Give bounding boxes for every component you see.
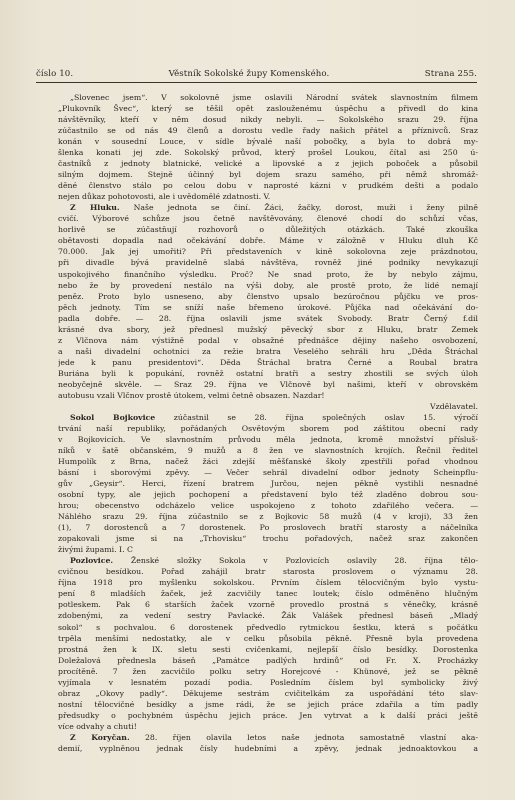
text-line: procítěně. 7 žen zacvičilo polku setry Horejcové - Khünové, jež se pěkně — [58, 666, 478, 676]
text-line: návštěvníky, kteří v něm dosud nikdy nebyli. — Sokolského srazu 29. října — [58, 115, 478, 125]
journal-title: Věstník Sokolské župy Komenského. — [168, 69, 330, 79]
text-line: osobní typy, ale jejich pochopení a představení bylo též zladěno dobrou sou- — [58, 490, 478, 500]
text-line: jede k panu presidentovi“. Děda Štráchal bratra Černé a Roubal bratra — [58, 357, 478, 367]
text-line: horlivě se zúčastňují rozhovorů o důležitých otázkách. Také zkouška — [58, 225, 478, 235]
text-line — [58, 412, 478, 423]
text-line: šlenka konati jej zde. Sokolský průvod, který prošel Loukou, čítal asi 250 ú- — [58, 148, 478, 158]
text-line: (1), 7 dorostenců a 7 dorostenek. Po proslovech bratří starosty a náčelníka — [58, 523, 478, 533]
text-line: peněz. Proto bylo usneseno, aby členstvo upsalo bezúročnou půjčku ve pros- — [58, 291, 478, 301]
line-rest: Naše jednota se činí. Žáci, žačky, dorost, muži i ženy pilně — [119, 203, 478, 213]
text-line: častníků z jednoty blatnické, velické a lipovské a z jejich poboček a působil — [58, 159, 478, 169]
text-line: trvání naší republiky, pořádaných Osvětovým sborem pod záštitou obecní rady — [58, 423, 478, 433]
text-line: října 1918 pro myšlenku sokolskou. Prvním číslem tělocvičným bylo vystu- — [58, 578, 478, 588]
text-line: nejen důkaz pohotovosti, ale i uvědomělé zdatnosti. V. — [58, 192, 271, 202]
text-line: sokol“ s pochvalou. 6 dorostenek předvedlo rytmickou šestku, která s počátku — [58, 622, 478, 632]
text-line: nebo že by provedení nestálo na výši doby, ale prostě proto, že lidé nemají — [58, 280, 478, 290]
text-line: Doležalová přednesla báseň „Památce padlých hrdinů“ od Fr. X. Procházky — [58, 655, 478, 665]
text-line: 70.000. Jak jej umořiti? Při představeních v kině sokolovna zeje prázdnotou, — [58, 247, 478, 257]
text-line: níků v šatě občanském, 9 mužů a 8 žen ve slavnostních krojích. Řečnil ředitel — [58, 446, 478, 455]
text-line: trpěla menšími nedostatky, ale v celku působila pěkně. Přesně byla provedena — [58, 633, 478, 643]
section-heading: Sokol Bojkovice — [70, 412, 156, 422]
text-line: Humpolík z Brna, načež žáci zdejší měšťanské školy zpestřili pořad vhodnou — [58, 457, 478, 467]
text-line: demií, vyplněnou jednak čísly hudebními a zpěvy, jednak jednoaktovkou a — [58, 743, 478, 753]
text-line: více odvahy a chuti! — [58, 721, 137, 731]
text-line: Buriána byli k popukání, rovněž ostatní bratři a sestry zhostili se svých úloh — [58, 368, 478, 378]
text-line: při divadle bývá pravidelně slabá návštěva, rovněž jiné podniky nevykazují — [58, 258, 478, 268]
text-line: nostní tělocvičné besídky a jsme rádi, že se jejich práce zdařila a tím padly — [58, 699, 478, 709]
section-heading: Pozlovice. — [70, 556, 114, 566]
text-line: uspokojivého finančního výsledku. Proč? Ne snad proto, že by nebylo zájmu, — [58, 269, 478, 279]
text-line: živými župami. I. C — [58, 545, 133, 555]
text-line: a naši divadelní ochotníci za režie bratra Veselého sehráli hru „Děda Štráchal — [58, 346, 478, 356]
line-rest: zúčastnil se 28. října společných oslav 15. výročí — [155, 412, 478, 422]
line-rest: Ženské složky Sokola v Pozlovicích oslavily 28. října tělo- — [113, 556, 478, 566]
text-line: z Vlčnova nám výstižně podal v obsažné přednášce dějiny našeho osvobození, — [58, 335, 478, 345]
text-line: zúčastnilo se od nás 49 členů a dorostu vedle řady našich přátel a příznivců. Sraz — [58, 126, 478, 136]
text-line — [58, 555, 478, 566]
text-line — [58, 202, 478, 213]
line-rest: 28. říjen olavila letos naše jednota samostatně vlastní aka- — [129, 732, 478, 742]
text-line: konán v sousední Louce, v sídle bývalé naší pobočky, a byla to dobrá my- — [58, 137, 478, 147]
text-line: potleskem. Pak 6 starších žaček vzorně provedlo prostná s věnečky, krásně — [58, 600, 478, 610]
text-line: obětavosti dopadla nad očekávání dobře. Máme v záložně v Hluku dluh Kč — [58, 236, 478, 246]
text-line: krásné dva sbory, jež přednesl mužský pěvecký sbor z Hluku, bratr Zemek — [58, 324, 478, 334]
text-line: pěch jednoty. Tím se sníží naše břemeno úrokové. Půjčka nad očekávání do- — [58, 302, 478, 312]
text-line: předsudky o pochybném úspěchu jejich práce. Jen vytrvat a k další práci ještě — [58, 710, 478, 720]
text-line: pení 8 mladších žaček, jež zacvičily tanec loutek; číslo odměněno hlučným — [58, 589, 478, 599]
text-line: silným dojmem. Stejně účinný byl dojem srazu samého, při němž shromáž- — [58, 170, 478, 180]
text-line: gův „Geysir“. Herci, řízení bratrem Jurčou, nejen pěkně vystihli nesnadné — [58, 479, 478, 489]
issue-number: číslo 10. — [36, 69, 74, 79]
text-line: Vzdělavatel. — [430, 401, 478, 411]
text-line: básní i sborovými zpěvy. — Večer sehrál divadelní odbor jednoty Scheinpflu- — [58, 468, 478, 478]
text-line: cvičí. Výborové schůze jsou četně navštěvovány, členové chodí do schůzí včas, — [58, 214, 478, 224]
article-body — [58, 92, 478, 754]
text-line: neobyčejně skvěle. — Sraz 29. října ve Vlčnově byl našimi, kteří v obrovském — [58, 379, 478, 389]
text-line: cvičnou besídkou. Pořad zahájil bratr starosta proslovem o významu 28. — [58, 567, 478, 577]
text-line: autobusu vzali Vlčnov prostě útokem, velmi četně obsazen. Nazdar! — [58, 390, 325, 400]
section-heading: Z Koryčan. — [70, 732, 130, 742]
text-line — [58, 732, 478, 743]
text-line: Náhlého srazu 29. října zúčastnilo se z Bojkovic 58 mužů (4 v kroji), 33 žen — [58, 512, 478, 522]
text-line: v Bojkovicích. Ve slavnostním průvodu měla jednota, kromě množství přísluš- — [58, 434, 478, 444]
text-line: děné členstvo stálo po celou dobu v naprosté kázni v prudkém dešti a podalo — [58, 181, 478, 191]
section-heading: Z Hluku. — [70, 203, 120, 213]
text-line: padla dobře. — 28. října oslavili jsme svátek Svobody. Bratr Černý f.dil — [58, 313, 478, 323]
text-line: zdobenými, za vedení sestry Pavlacké. Žák Valášek přednesl báseň „Mladý — [58, 611, 478, 621]
text-line: vyjímala v lesnatém pozadí podia. Posledním číslem byl symbolicky živý — [58, 677, 478, 687]
text-line: „Plukovník Švec“, který se těšil opět zaslouženému úspěchu a přivedl do kina — [58, 104, 478, 114]
header-rule — [36, 82, 477, 83]
text-line: prostná žen k IX. sletu sesti cvičenkami, nejlepší číslo besídky. Dorostenka — [58, 644, 478, 654]
page-header — [36, 69, 477, 79]
page-number: Strana 255. — [424, 69, 477, 79]
text-line: obraz „Okovy padly“. Děkujeme sestrám cvičitelkám za uspořádání této slav- — [58, 688, 478, 698]
text-line: zopakovali jsme si na „Trhovisku“ trochu pořadových, načež sraz zakončen — [58, 534, 478, 544]
text-line: „Slovenec jsem“. V sokolovně jsme oslavili Národní svátek slavnostním filmem — [70, 93, 478, 102]
text-line: hrou; obecenstvo odcházelo velice uspokojeno z tohoto zdařilého večera. — — [58, 501, 478, 511]
